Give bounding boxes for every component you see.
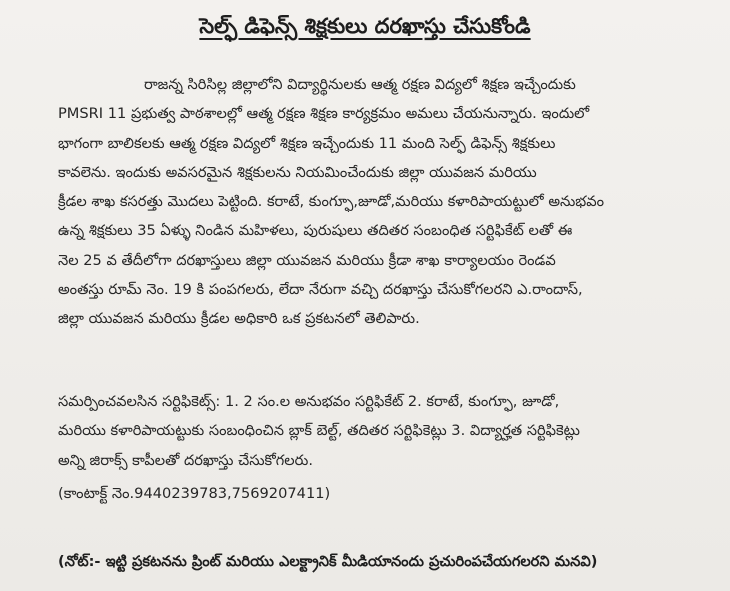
paragraph-line: ఉన్న శిక్షకులు 35 ఏళ్ళు నిండిన మహిళలు, పురుషులు తదితర సంబంధిత సర్టిఫికేట్ లతో ఈ (58, 222, 573, 240)
main-paragraph (58, 70, 690, 334)
paragraph-line: కావలెను. ఇందుకు అవసరమైన శిక్షకులను నియమించేందుకు జిల్లా యువజన మరియు (58, 163, 537, 181)
document-title: సెల్ఫ్ డిఫెన్స్ శిక్షకులు దరఖాస్తు చేసుకోండి (199, 14, 531, 38)
paragraph-line: నెల 25 వ తేదీలోగా దరఖాస్తులు జిల్లా యువజన మరియు క్రీడా శాఖ కార్యాలయం రెండవ (58, 251, 556, 269)
paragraph-line: జిల్లా యువజన మరియు క్రీడల అధికారి ఒక ప్రకటనలో తెలిపారు. (58, 310, 420, 328)
paragraph-line: రాజన్న సిరిసిల్ల జిల్లాలోని విద్యార్థినులకు ఆత్మ రక్షణ విద్యలో శిక్షణ ఇచ్చేందుకు (144, 76, 576, 93)
contact-numbers: (కాంటాక్ట్ నెం.9440239783,7569207411) (58, 485, 331, 502)
certificates-line: అన్ని జిరాక్స్ కాపీలతో దరఖాస్తు చేసుకోగలరు. (58, 451, 313, 469)
certificates-line: సమర్పించవలసిన సర్టిఫికెట్స్: 1. 2 సం.ల అనుభవం సర్టిఫికేట్ 2. కరాటే, కుంగ్ఫూ, జూడో, (58, 393, 560, 410)
note-line: (నోట్:- ఇట్టి ప్రకటనను ప్రింట్ మరియు ఎలక్ట్రానిక్ మీడియానందు ప్రచురింపచేయగలరని మనవి) (58, 553, 598, 570)
paragraph-line: క్రీడల శాఖ కసరత్తు మొదలు పెట్టింది. కరాటే, కుంగ్ఫూ,జూడో,మరియు కళారిపాయట్టులో అనుభవం (58, 193, 605, 211)
certificates-line: మరియు కళారిపాయట్టుకు సంబంధించిన బ్లాక్ బెల్ట్, తదితర సర్టిఫికెట్లు 3. విద్యార్హత సర్టిఫికెట్లు (58, 422, 580, 440)
paragraph-line: భాగంగా బాలికలకు ఆత్మ రక్షణ విద్యలో శిక్షణ ఇచ్చేందుకు 11 మంది సెల్ఫ్ డిఫెన్స్ శిక్షకులు (58, 134, 556, 152)
certificates-paragraph (58, 387, 690, 475)
paragraph-line: అంతస్తు రూమ్ నెం. 19 కి పంపగలరు, లేదా నేరుగా వచ్చి దరఖాస్తు చేసుకోగలరని ఎ.రాందాస్, (58, 281, 583, 299)
paragraph-line: PMSRI 11 ప్రభుత్వ పాఠశాలల్లో ఆత్మ రక్షణ శిక్షణ కార్యక్రమం అమలు చేయనున్నారు. ఇందులో (58, 105, 590, 123)
